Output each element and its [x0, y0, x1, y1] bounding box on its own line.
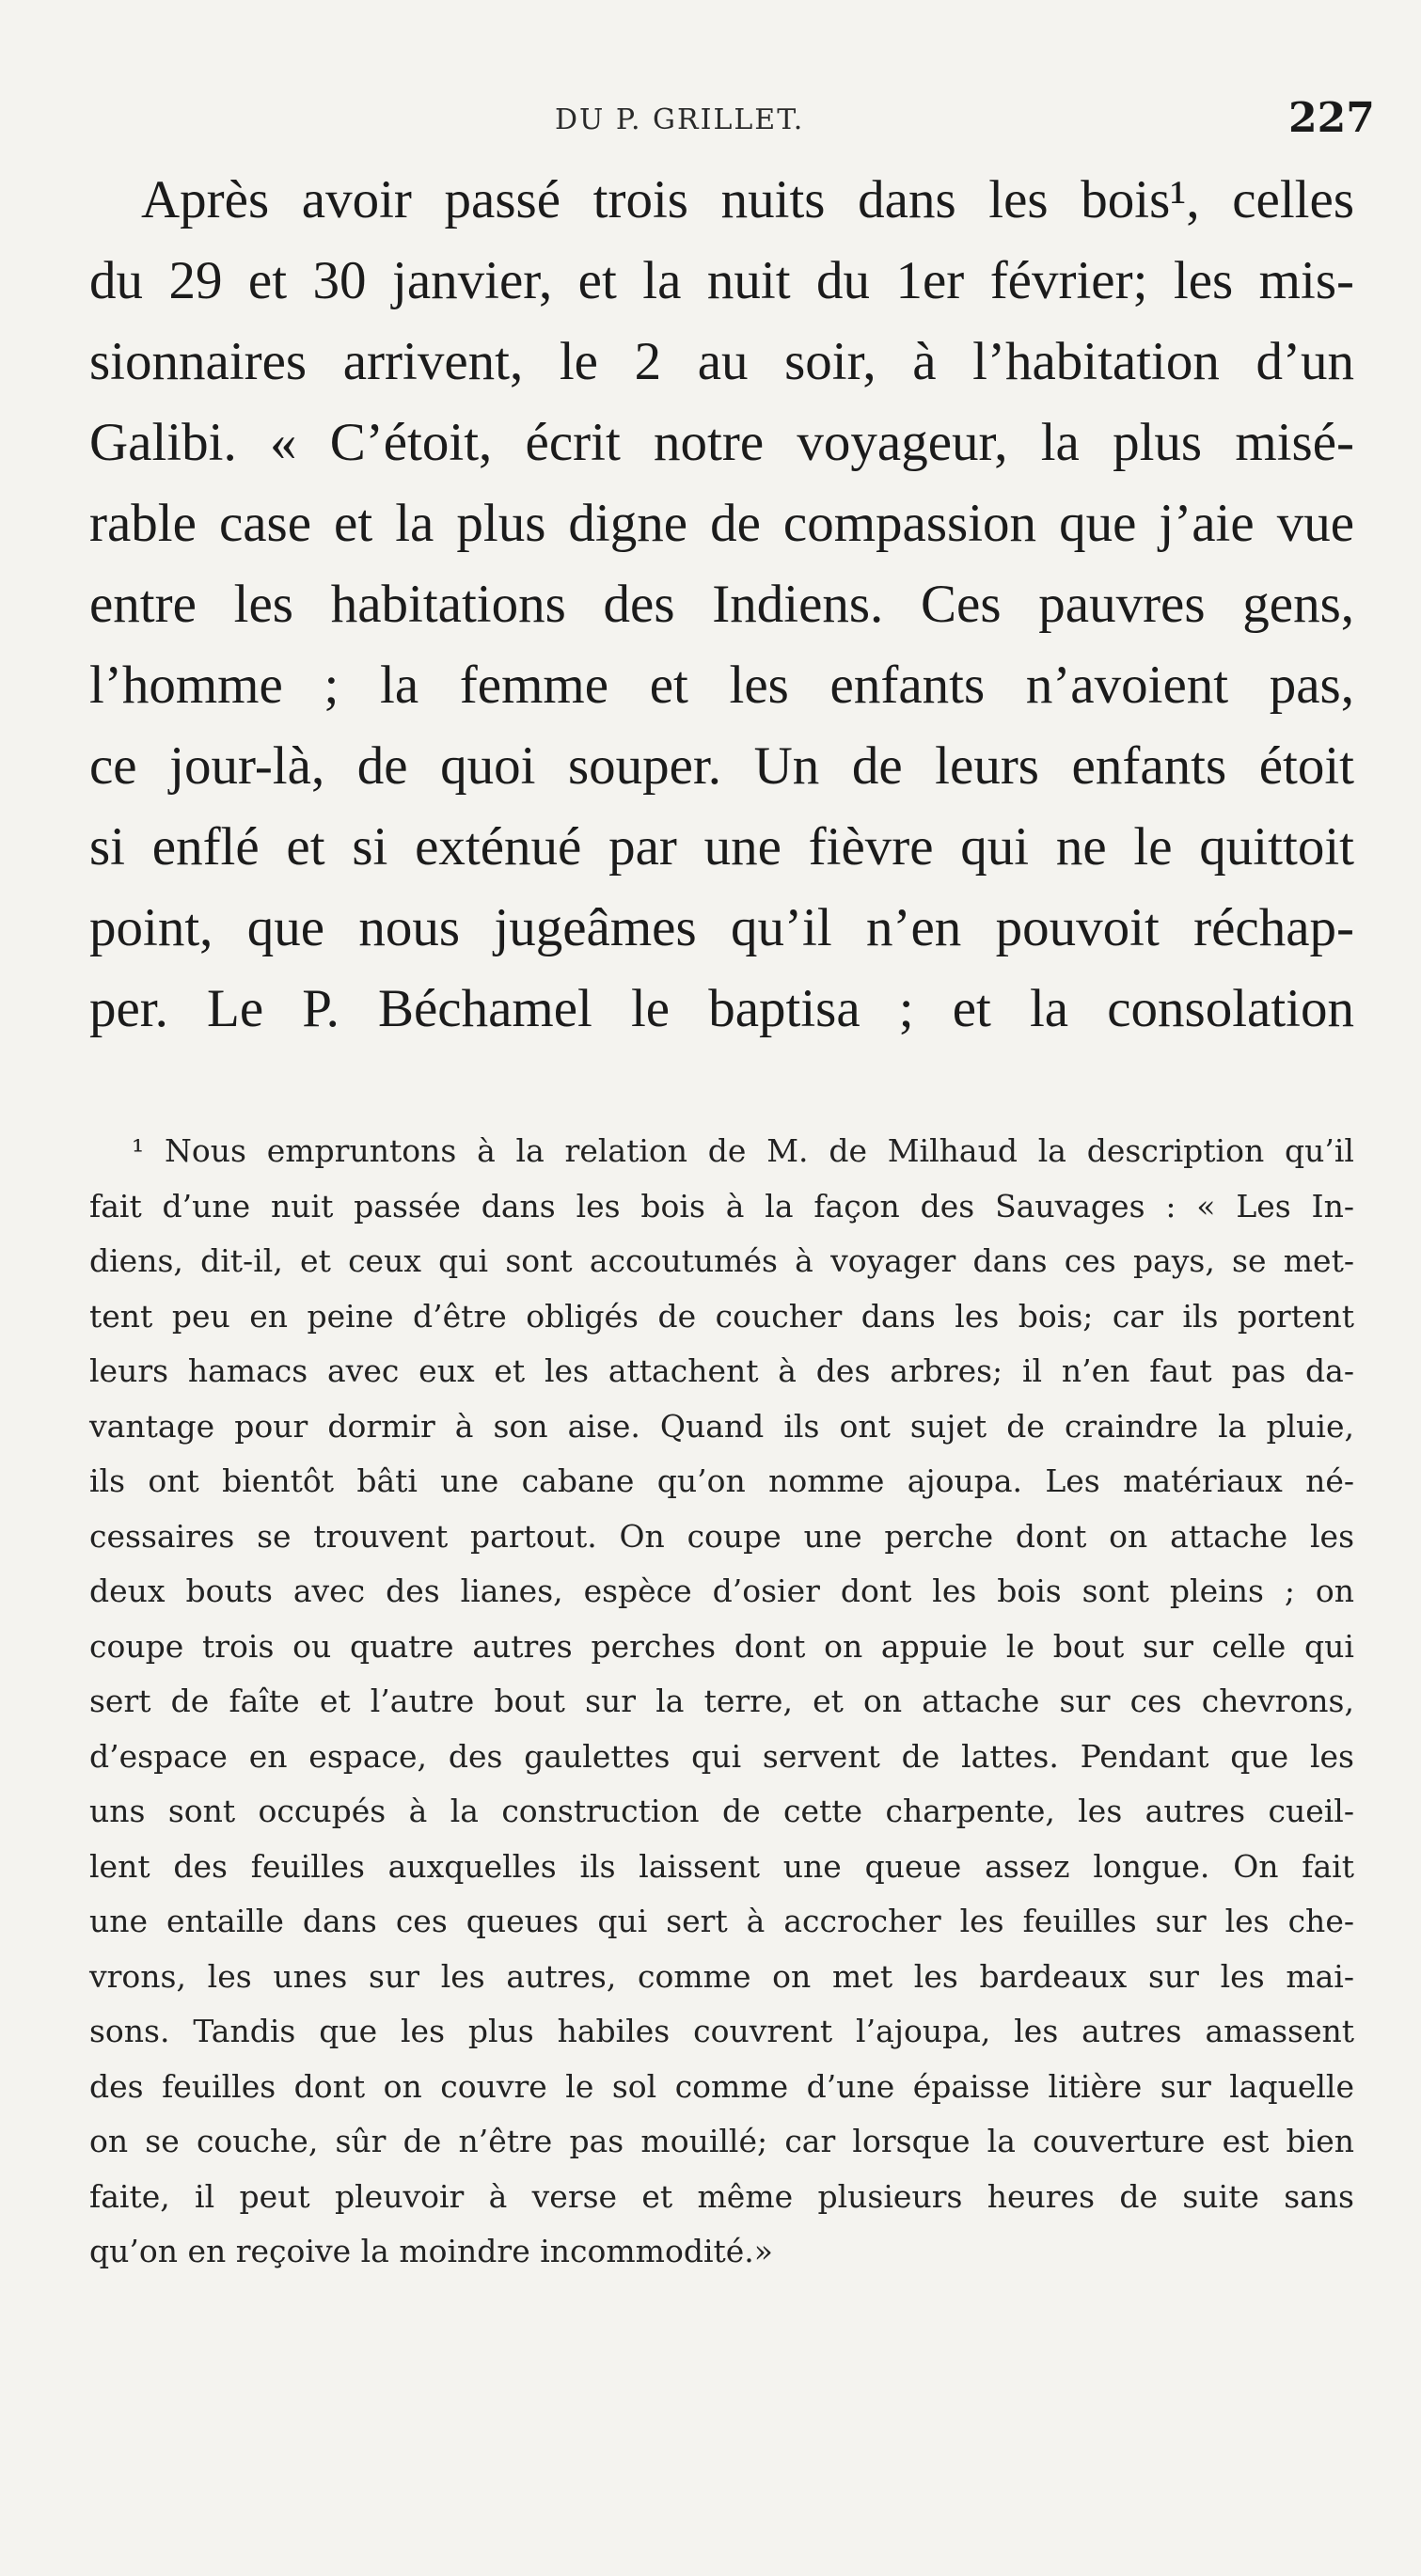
footnote-line: cessaires se trouvent partout. On coupe une perche dont on attache les [89, 1517, 1354, 1555]
footnote-line: diens, dit-il, et ceux qui sont accoutumés à voyager dans ces pays, se met- [89, 1242, 1354, 1279]
footnote-line: on se couche, sûr de n’être pas mouillé; car lorsque la couverture est bien [89, 2123, 1354, 2159]
footnote-line: deux bouts avec des lianes, espèce d’osier dont les bois sont pleins ; on [89, 1572, 1354, 1609]
footnote-line: faite, il peut pleuvoir à verse et même plusieurs heures de suite sans [89, 2177, 1354, 2215]
footnote-line: d’espace en espace, des gaulettes qui servent de lattes. Pendant que les [89, 1737, 1354, 1775]
footnote-line: leurs hamacs avec eux et les attachent à des arbres; il n’en faut pas da- [89, 1352, 1354, 1389]
body-line: l’homme ; la femme et les enfants n’avoient pas, [89, 656, 1354, 715]
footnote-line: ils ont bientôt bâti une cabane qu’on nomme ajoupa. Les matériaux né- [89, 1462, 1354, 1499]
footnote-line: lent des feuilles auxquelles ils laissent une queue assez longue. On fait [89, 1847, 1354, 1885]
running-title: DU P. GRILLET. [555, 103, 805, 136]
body-line: ce jour-là, de quoi souper. Un de leurs enfants étoit [89, 736, 1354, 796]
body-line: Galibi. « C’étoit, écrit notre voyageur, la plus misé- [89, 413, 1354, 472]
main-text-block [89, 160, 1354, 1050]
footnote-line: sons. Tandis que les plus habiles couvrent l’ajoupa, les autres amassent [89, 2013, 1354, 2049]
body-line: entre les habitations des Indiens. Ces pauvres gens, [89, 575, 1354, 634]
body-line: si enflé et si exténué par une fièvre qui ne le quittoit [89, 817, 1354, 877]
body-line: point, que nous jugeâmes qu’il n’en pouvoit réchap- [89, 898, 1354, 957]
body-line: rable case et la plus digne de compassion que j’aie vue [89, 494, 1354, 553]
footnote-block [89, 1124, 1354, 2280]
footnote-line: vrons, les unes sur les autres, comme on met les bardeaux sur les mai- [89, 1957, 1354, 1995]
footnote-line: ¹ Nous empruntons à la relation de M. de Milhaud la description qu’il [132, 1132, 1354, 1169]
footnote-line: vantage pour dormir à son aise. Quand ils ont sujet de craindre la pluie, [89, 1407, 1354, 1445]
footnote-line: des feuilles dont on couvre le sol comme d’une épaisse litière sur laquelle [89, 2067, 1354, 2105]
footnote-line: sert de faîte et l’autre bout sur la terre, et on attache sur ces chevrons, [89, 1683, 1354, 1719]
page-number: 227 [1288, 94, 1375, 142]
footnote-line: uns sont occupés à la construction de cette charpente, les autres cueil- [89, 1793, 1354, 1829]
body-line: Après avoir passé trois nuits dans les bois¹, celles [141, 170, 1354, 229]
body-line: sionnaires arrivent, le 2 au soir, à l’habitation d’un [89, 332, 1354, 391]
footnote-line: une entaille dans ces queues qui sert à accrocher les feuilles sur les che- [89, 1903, 1354, 1939]
body-line: du 29 et 30 janvier, et la nuit du 1er février; les mis- [89, 251, 1354, 310]
footnote-line: qu’on en reçoive la moindre incommodité.» [89, 2233, 773, 2269]
footnote-line: tent peu en peine d’être obligés de coucher dans les bois; car ils portent [89, 1297, 1354, 1335]
running-header [0, 94, 1421, 150]
footnote-line: coupe trois ou quatre autres perches dont on appuie le bout sur celle qui [89, 1627, 1354, 1665]
body-line: per. Le P. Béchamel le baptisa ; et la consolation [89, 979, 1354, 1038]
footnote-line: fait d’une nuit passée dans les bois à la façon des Sauvages : « Les In- [89, 1187, 1354, 1225]
